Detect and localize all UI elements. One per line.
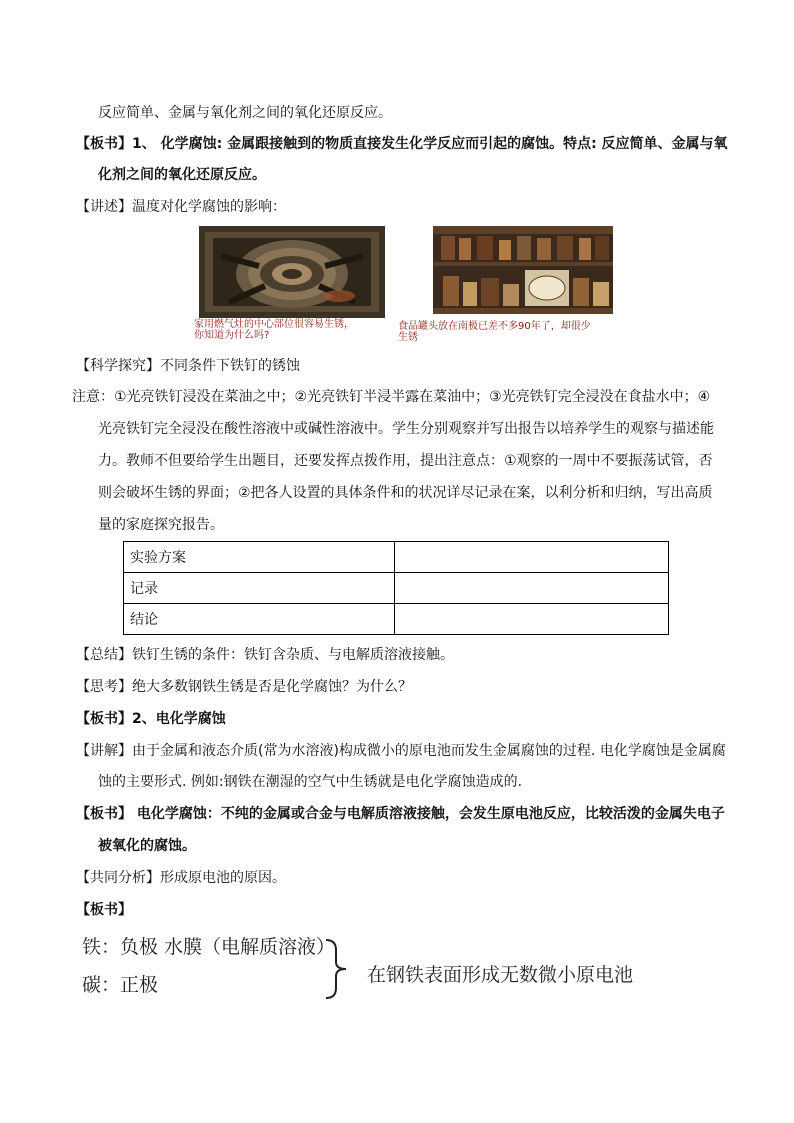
notes-line: 光亮铁钉完全浸没在酸性溶液中或碱性溶液中。学生分别观察并写出报告以培养学生的观察与描述能 bbox=[98, 421, 714, 437]
table-row bbox=[124, 573, 669, 604]
table-row bbox=[124, 542, 669, 573]
iron-negative-electrode: 铁：负极 水膜（电解质溶液） bbox=[82, 936, 336, 958]
table-cell-value bbox=[395, 573, 669, 604]
summary-line: 【总结】铁钉生锈的条件：铁钉含杂质、与电解质溶液接触。 bbox=[76, 647, 454, 663]
table-cell-value bbox=[395, 604, 669, 635]
notes-line: 量的家庭探究报告。 bbox=[98, 517, 224, 533]
experiment-table bbox=[123, 541, 669, 635]
food-cans-photo bbox=[433, 226, 613, 314]
explanation-line-cont: 蚀的主要形式. 例如:钢铁在潮湿的空气中生锈就是电化学腐蚀造成的. bbox=[98, 774, 523, 790]
inquiry-heading: 【科学探究】不同条件下铁钉的锈蚀 bbox=[76, 358, 300, 374]
board-note-1-cont: 化剂之间的氧化还原反应。 bbox=[98, 167, 266, 183]
joint-analysis-line: 【共同分析】形成原电池的原因。 bbox=[76, 870, 286, 886]
table-cell-label: 结论 bbox=[124, 604, 395, 635]
notes-line: 力。教师不但要给学生出题目，还要发挥点拨作用，提出注意点：①观察的一周中不要振荡试管，否 bbox=[98, 453, 713, 469]
table-row bbox=[124, 604, 669, 635]
board-note-3-cont: 被氧化的腐蚀。 bbox=[98, 838, 196, 854]
carbon-positive-electrode: 碳：正极 bbox=[82, 974, 159, 996]
stove-caption-line1: 家用燃气灶的中心部位很容易生锈， bbox=[194, 319, 354, 330]
table-cell-label: 实验方案 bbox=[124, 542, 395, 573]
paragraph-line: 反应简单、金属与氧化剂之间的氧化还原反应。 bbox=[98, 105, 392, 121]
micro-cell-result: 在钢铁表面形成无数微小原电池 bbox=[367, 964, 634, 986]
board-note-4: 【板书】 bbox=[76, 902, 132, 918]
board-note-2: 【板书】2、电化学腐蚀 bbox=[76, 711, 226, 727]
curly-brace-icon bbox=[322, 938, 352, 1000]
explanation-line: 【讲解】由于金属和液态介质(常为水溶液)构成微小的原电池而发生金属腐蚀的过程. 电化学腐蚀是金属腐 bbox=[76, 743, 726, 759]
board-note-1: 【板书】1、 化学腐蚀: 金属跟接触到的物质直接发生化学反应而引起的腐蚀。特点: 反应简单、金属与氧 bbox=[76, 136, 728, 152]
cans-caption-line2: 生锈 bbox=[398, 332, 418, 343]
lecture-heading: 【讲述】温度对化学腐蚀的影响： bbox=[76, 199, 286, 215]
gas-stove-photo bbox=[199, 226, 385, 318]
thinking-line: 【思考】绝大多数钢铁生锈是否是化学腐蚀？为什么？ bbox=[76, 679, 412, 695]
notes-line: 则会破坏生锈的界面；②把各人设置的具体条件和的状况详尽记录在案，以利分析和归纳，写出高质 bbox=[98, 485, 713, 501]
notes-line: 注意：①光亮铁钉浸没在菜油之中；②光亮铁钉半浸半露在菜油中；③光亮铁钉完全浸没在食盐水中；④ bbox=[72, 389, 711, 405]
cans-caption-line1: 食品罐头放在南极已差不多90年了，却很少 bbox=[398, 321, 591, 332]
table-cell-label: 记录 bbox=[124, 573, 395, 604]
table-cell-value bbox=[395, 542, 669, 573]
board-note-3: 【板书】 电化学腐蚀：不纯的金属或合金与电解质溶液接触，会发生原电池反应，比较活泼的金属失电子 bbox=[76, 806, 725, 822]
stove-caption-line2: 你知道为什么吗? bbox=[194, 330, 270, 341]
